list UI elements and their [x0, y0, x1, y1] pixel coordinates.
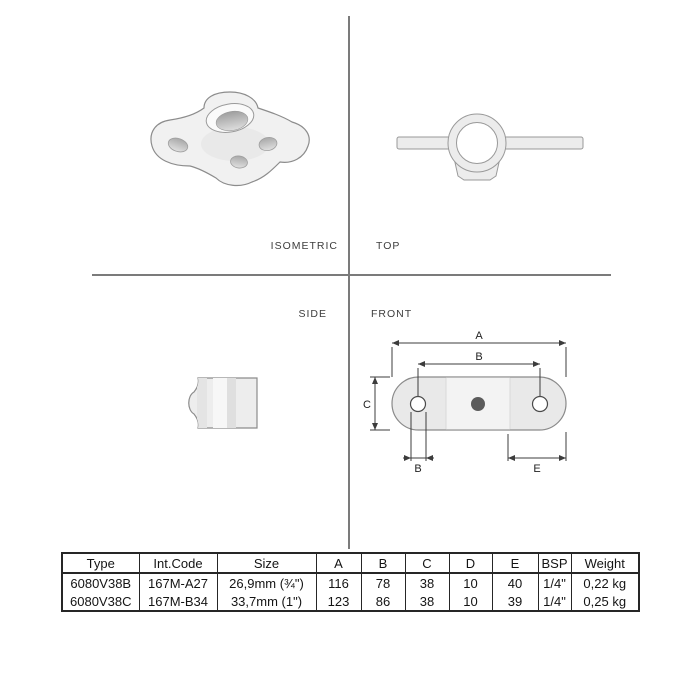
table-cell: 167M-B34 [139, 592, 217, 611]
table-header-cell: E [492, 553, 538, 573]
side-view-drawing [185, 372, 265, 434]
table-cell: 78 [361, 573, 405, 592]
side-view-label: SIDE [298, 308, 327, 320]
table-cell: 38 [405, 573, 449, 592]
table-cell: 0,22 kg [571, 573, 639, 592]
table-cell: 123 [316, 592, 361, 611]
table-cell: 26,9mm (¾") [217, 573, 316, 592]
isometric-view-drawing [140, 88, 330, 203]
vertical-divider [348, 16, 350, 549]
top-view-label: TOP [376, 240, 401, 252]
table-cell: 1/4" [538, 592, 571, 611]
spec-table [61, 552, 640, 612]
dim-c-label: C [363, 399, 371, 411]
front-view-drawing [360, 328, 590, 478]
isometric-view-label: ISOMETRIC [270, 240, 338, 252]
table-header-cell: Int.Code [139, 553, 217, 573]
table-cell: 10 [449, 573, 492, 592]
table-cell: 10 [449, 592, 492, 611]
top-ring-bore [457, 123, 498, 164]
horizontal-divider [92, 274, 611, 276]
side-shade-left [197, 372, 207, 434]
top-view-drawing [390, 100, 590, 195]
side-ridge-dark [227, 372, 236, 434]
table-cell: 1/4" [538, 573, 571, 592]
table-cell: 40 [492, 573, 538, 592]
dim-b-label: B [475, 351, 483, 363]
table-header-cell: BSP [538, 553, 571, 573]
table-cell: 167M-A27 [139, 573, 217, 592]
table-header-cell: B [361, 553, 405, 573]
table-header-cell: Size [217, 553, 316, 573]
table-header-cell: Weight [571, 553, 639, 573]
table-cell: 6080V38B [70, 575, 132, 591]
table-cell: 33,7mm (1") [217, 592, 316, 611]
table-cell: 39 [492, 592, 538, 611]
side-ridge-light [213, 372, 227, 434]
table-cell: 86 [361, 592, 405, 611]
dim-e-label: E [533, 463, 541, 475]
table-cell: 6080V38C [70, 593, 132, 609]
table-row [62, 573, 639, 592]
front-left-hole [411, 397, 426, 412]
table-header-cell: C [405, 553, 449, 573]
table-row [62, 592, 639, 611]
dim-a-label: A [475, 330, 483, 342]
table-cell: 116 [316, 573, 361, 592]
front-center-hole [471, 397, 485, 411]
table-cell: 0,25 kg [571, 592, 639, 611]
front-right-hole [533, 397, 548, 412]
dim-hole-label: B [414, 463, 422, 475]
table-header-cell: Type [62, 553, 139, 573]
table-header-row [62, 553, 639, 573]
front-view-label: FRONT [371, 308, 413, 320]
table-cell: 38 [405, 592, 449, 611]
table-header-cell: D [449, 553, 492, 573]
table-header-cell: A [316, 553, 361, 573]
